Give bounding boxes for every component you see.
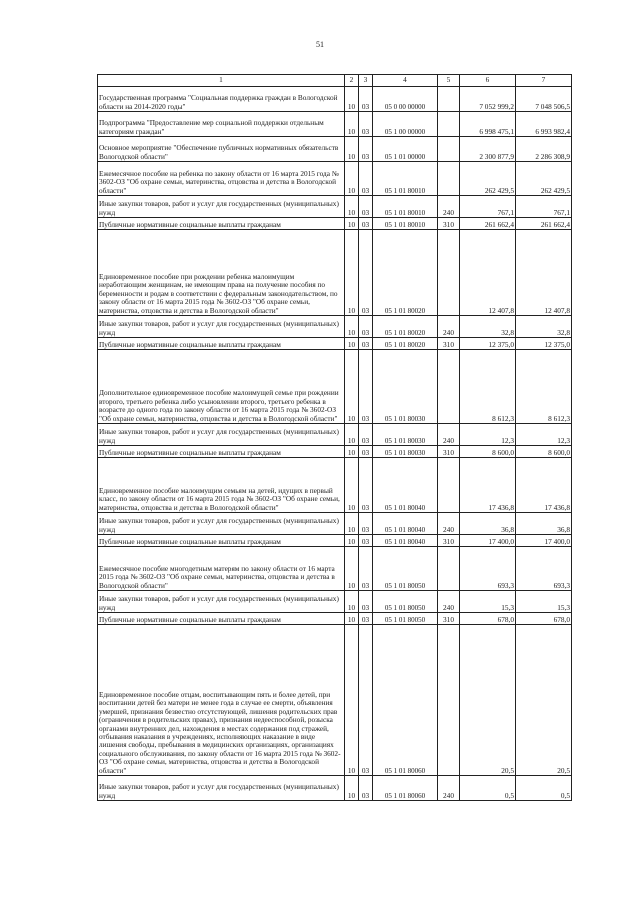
row-amount-2: 261 662,4 [516,218,572,230]
table-row [98,591,572,613]
row-section: 10 [345,218,359,230]
row-name: Дополнительное единовременное пособие малоимущей семье при рождении второго, третьего ребенка либо усыновлении второго, третьего ребенка в возрасте до одного года по закону области от 16 марта 2015 года № 3602-ОЗ "Об охране семьи, материнства, отцовства и детства в Вологодской области" [98,350,345,424]
table-row [98,776,572,801]
row-target-article: 05 1 01 80020 [373,316,438,338]
row-amount-1: 12,3 [460,424,516,446]
row-name: Публичные нормативные социальные выплаты гражданам [98,535,345,547]
row-name: Публичные нормативные социальные выплаты гражданам [98,446,345,458]
budget-table [97,74,572,801]
row-expense-type: 310 [438,613,460,625]
row-target-article: 05 1 01 80020 [373,230,438,316]
row-amount-1: 36,8 [460,513,516,535]
row-section: 10 [345,196,359,218]
row-section: 10 [345,338,359,350]
row-section: 10 [345,112,359,137]
row-name: Иные закупки товаров, работ и услуг для государственных (муниципальных) нужд [98,591,345,613]
row-subsection: 03 [359,230,373,316]
row-amount-2: 17 436,8 [516,458,572,513]
row-amount-2: 12,3 [516,424,572,446]
row-amount-2: 8 600,0 [516,446,572,458]
row-name: Иные закупки товаров, работ и услуг для государственных (муниципальных) нужд [98,513,345,535]
table-row [98,513,572,535]
row-target-article: 05 1 01 80030 [373,424,438,446]
row-expense-type: 240 [438,591,460,613]
row-subsection: 03 [359,458,373,513]
row-subsection: 03 [359,625,373,776]
row-amount-2: 15,3 [516,591,572,613]
row-expense-type [438,230,460,316]
row-section: 10 [345,613,359,625]
header-cell: 2 [345,75,359,87]
row-subsection: 03 [359,613,373,625]
table-row [98,112,572,137]
page-number: 51 [316,40,324,49]
row-subsection: 03 [359,350,373,424]
row-expense-type [438,458,460,513]
row-amount-2: 32,8 [516,316,572,338]
header-cell: 3 [359,75,373,87]
row-target-article: 05 1 01 80040 [373,535,438,547]
row-name: Единовременное пособие малоимущим семьям на детей, идущих в первый класс, по закону области от 16 марта 2015 года № 3602-ОЗ "Об охране семьи, материнства, отцовства и детства в Вологодской области" [98,458,345,513]
row-section: 10 [345,625,359,776]
row-subsection: 03 [359,316,373,338]
row-section: 10 [345,316,359,338]
row-expense-type: 310 [438,535,460,547]
row-subsection: 03 [359,218,373,230]
table-row [98,316,572,338]
row-expense-type [438,625,460,776]
row-subsection: 03 [359,87,373,112]
header-cell: 1 [98,75,345,87]
row-section: 10 [345,162,359,196]
row-amount-2: 0,5 [516,776,572,801]
row-name: Единовременное пособие при рождении ребенка малоимущим неработающим женщинам, не имеющим права на получение пособия по беременности и родам в соответствии с федеральным законодательством, по закону области от 16 марта 2015 года № 3602-ОЗ "Об охране семьи, материнства, отцовства и детства в Вологодской области" [98,230,345,316]
row-name: Публичные нормативные социальные выплаты гражданам [98,338,345,350]
row-name: Государственная программа "Социальная поддержка граждан в Вологодской области на 2014-2020 годы" [98,87,345,112]
row-amount-1: 20,5 [460,625,516,776]
row-target-article: 05 1 00 00000 [373,112,438,137]
row-subsection: 03 [359,137,373,162]
row-name: Иные закупки товаров, работ и услуг для государственных (муниципальных) нужд [98,316,345,338]
row-amount-1: 0,5 [460,776,516,801]
row-section: 10 [345,87,359,112]
row-subsection: 03 [359,424,373,446]
row-amount-1: 8 612,3 [460,350,516,424]
row-amount-1: 6 998 475,1 [460,112,516,137]
row-expense-type: 310 [438,218,460,230]
row-amount-2: 8 612,3 [516,350,572,424]
row-expense-type [438,87,460,112]
row-amount-1: 12 375,0 [460,338,516,350]
table-row [98,458,572,513]
row-name: Иные закупки товаров, работ и услуг для государственных (муниципальных) нужд [98,196,345,218]
row-amount-1: 17 400,0 [460,535,516,547]
row-amount-2: 20,5 [516,625,572,776]
row-name: Публичные нормативные социальные выплаты гражданам [98,613,345,625]
row-amount-2: 17 400,0 [516,535,572,547]
header-cell: 6 [460,75,516,87]
row-subsection: 03 [359,776,373,801]
row-name: Единовременное пособие отцам, воспитывающим пять и более детей, при воспитании детей без матери не менее года в случае ее смерти, объявления умершей, признания безвестно отсутствующей, лишения родительских прав (ограничения в родительских правах), признания недееспособной, розыска органами внутренних дел, нахождения в местах содержания под стражей, отбывания наказания в учреждениях, исполняющих наказание в виде лишения свободы, пребывания в медицинских организациях, организациях социального обслуживания, по закону области от 16 марта 2015 года № 3602-ОЗ "Об охране семьи, материнства, отцовства и детства в Вологодской области" [98,625,345,776]
row-name: Иные закупки товаров, работ и услуг для государственных (муниципальных) нужд [98,776,345,801]
row-target-article: 05 1 01 80010 [373,218,438,230]
row-amount-1: 15,3 [460,591,516,613]
table-row [98,338,572,350]
row-amount-2: 678,0 [516,613,572,625]
row-amount-2: 262 429,5 [516,162,572,196]
row-section: 10 [345,535,359,547]
row-section: 10 [345,591,359,613]
row-name: Ежемесячное пособие многодетным матерям по закону области от 16 марта 2015 года № 3602-ОЗ "Об охране семьи, материнства, отцовства и детства в Вологодской области" [98,547,345,591]
row-expense-type: 240 [438,316,460,338]
row-expense-type [438,350,460,424]
row-target-article: 05 1 01 80050 [373,547,438,591]
row-target-article: 05 1 01 80040 [373,513,438,535]
row-expense-type: 240 [438,196,460,218]
row-amount-1: 2 300 877,9 [460,137,516,162]
row-amount-1: 767,1 [460,196,516,218]
table-row [98,230,572,316]
table-row [98,137,572,162]
table-row [98,424,572,446]
row-section: 10 [345,446,359,458]
row-section: 10 [345,137,359,162]
row-subsection: 03 [359,547,373,591]
row-amount-1: 8 600,0 [460,446,516,458]
row-subsection: 03 [359,338,373,350]
row-expense-type: 240 [438,424,460,446]
table-row [98,547,572,591]
row-amount-1: 12 407,8 [460,230,516,316]
table-row [98,625,572,776]
table-row [98,162,572,196]
table-row [98,218,572,230]
row-target-article: 05 1 01 80020 [373,338,438,350]
row-expense-type [438,112,460,137]
row-target-article: 05 0 00 00000 [373,87,438,112]
table-row [98,350,572,424]
row-amount-2: 2 286 308,9 [516,137,572,162]
header-cell: 7 [516,75,572,87]
row-name: Основное мероприятие "Обеспечение публичных нормативных обязательств Вологодской области" [98,137,345,162]
row-amount-1: 678,0 [460,613,516,625]
row-amount-2: 12 407,8 [516,230,572,316]
row-section: 10 [345,776,359,801]
row-expense-type [438,162,460,196]
row-target-article: 05 1 01 80050 [373,591,438,613]
row-amount-2: 767,1 [516,196,572,218]
row-section: 10 [345,424,359,446]
row-amount-2: 693,3 [516,547,572,591]
row-section: 10 [345,513,359,535]
row-name: Ежемесячное пособие на ребенка по закону области от 16 марта 2015 года № 3602-ОЗ "Об охране семьи, материнства, отцовства и детства в Вологодской области" [98,162,345,196]
row-expense-type [438,137,460,162]
row-section: 10 [345,547,359,591]
row-subsection: 03 [359,446,373,458]
row-expense-type: 310 [438,446,460,458]
table-row [98,87,572,112]
row-expense-type: 240 [438,776,460,801]
table-row [98,613,572,625]
row-target-article: 05 1 01 80050 [373,613,438,625]
row-amount-1: 693,3 [460,547,516,591]
row-expense-type [438,547,460,591]
row-subsection: 03 [359,162,373,196]
row-target-article: 05 1 01 80030 [373,350,438,424]
row-amount-1: 32,8 [460,316,516,338]
row-target-article: 05 1 01 80010 [373,162,438,196]
row-section: 10 [345,230,359,316]
header-cell: 5 [438,75,460,87]
row-target-article: 05 1 01 80010 [373,196,438,218]
row-amount-2: 12 375,0 [516,338,572,350]
row-expense-type: 310 [438,338,460,350]
table-row [98,196,572,218]
row-target-article: 05 1 01 00000 [373,137,438,162]
table-row [98,446,572,458]
row-expense-type: 240 [438,513,460,535]
row-amount-1: 17 436,8 [460,458,516,513]
row-amount-2: 36,8 [516,513,572,535]
table-row [98,535,572,547]
row-amount-2: 6 993 982,4 [516,112,572,137]
row-subsection: 03 [359,196,373,218]
row-target-article: 05 1 01 80060 [373,776,438,801]
row-amount-1: 7 052 999,2 [460,87,516,112]
row-amount-1: 262 429,5 [460,162,516,196]
row-subsection: 03 [359,112,373,137]
row-amount-1: 261 662,4 [460,218,516,230]
row-target-article: 05 1 01 80060 [373,625,438,776]
row-name: Иные закупки товаров, работ и услуг для государственных (муниципальных) нужд [98,424,345,446]
row-subsection: 03 [359,591,373,613]
row-subsection: 03 [359,535,373,547]
row-target-article: 05 1 01 80030 [373,446,438,458]
row-target-article: 05 1 01 80040 [373,458,438,513]
table-header-row [98,75,572,87]
row-section: 10 [345,350,359,424]
row-amount-2: 7 048 506,5 [516,87,572,112]
header-cell: 4 [373,75,438,87]
row-subsection: 03 [359,513,373,535]
row-section: 10 [345,458,359,513]
row-name: Публичные нормативные социальные выплаты гражданам [98,218,345,230]
row-name: Подпрограмма "Предоставление мер социальной поддержки отдельным категориям граждан" [98,112,345,137]
